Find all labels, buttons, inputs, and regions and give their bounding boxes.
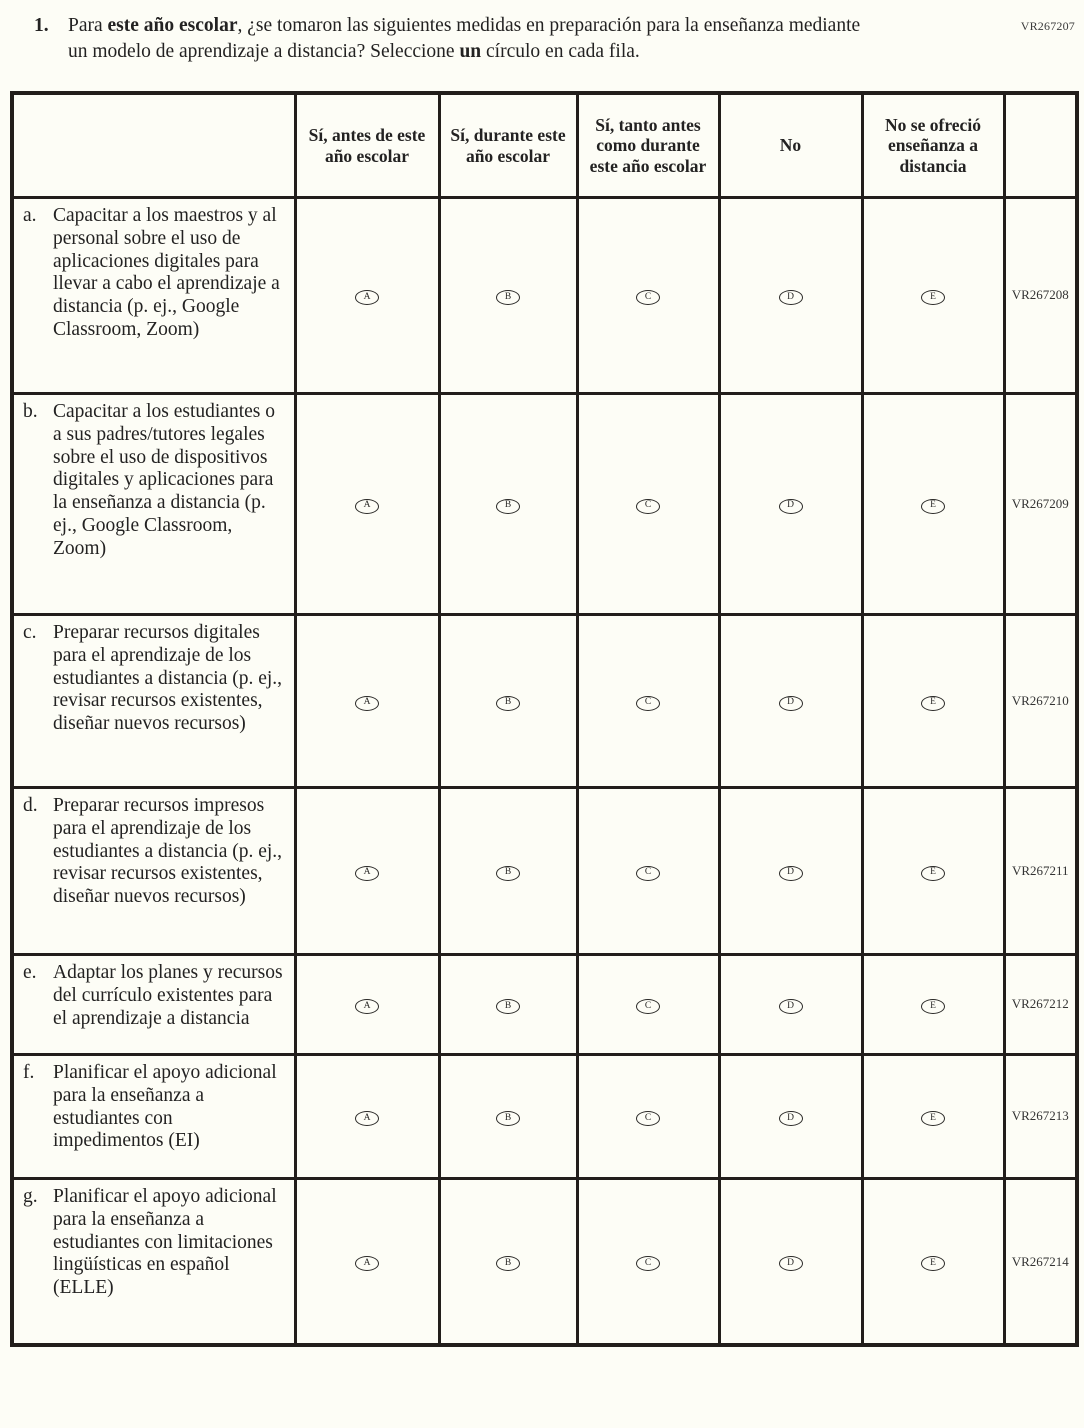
option-bubble-B[interactable]: B — [496, 1111, 520, 1126]
option-cell-A — [295, 197, 439, 393]
header-no: No — [719, 93, 862, 197]
option-cell-A — [295, 787, 439, 954]
option-bubble-D[interactable]: D — [779, 866, 803, 881]
question-bold-text: un — [459, 40, 482, 62]
row-code: VR267211 — [1004, 787, 1077, 954]
question-text — [68, 13, 868, 64]
item-cell — [12, 614, 295, 787]
option-bubble-A[interactable]: A — [355, 866, 379, 881]
response-grid — [10, 91, 1079, 1347]
option-bubble-E[interactable]: E — [921, 696, 945, 711]
header-code-blank — [1004, 93, 1077, 197]
item-text: Capacitar a los estudiantes o a sus padres/tutores legales sobre el uso de dispositivos digitales y aplicaciones para la enseñanza a distancia (p. ej., Google Classroom, Zoom) — [53, 400, 276, 559]
item-row-d — [12, 787, 1077, 954]
item-cell — [12, 197, 295, 393]
option-cell-E — [862, 954, 1004, 1054]
option-bubble-D[interactable]: D — [779, 499, 803, 514]
option-cell-B — [439, 393, 577, 614]
header-si-tanto: Sí, tanto antes como durante este año escolar — [577, 93, 719, 197]
option-bubble-B[interactable]: B — [496, 866, 520, 881]
option-cell-E — [862, 197, 1004, 393]
grid-header — [12, 93, 1077, 197]
option-cell-B — [439, 1178, 577, 1345]
question-plain-text: , ¿se tomaron las siguientes medidas en preparación para la enseñanza mediante un modelo de aprendizaje a distancia? Seleccione — [68, 15, 861, 62]
option-cell-D — [719, 954, 862, 1054]
option-bubble-C[interactable]: C — [636, 290, 660, 305]
header-no-ofrecio: No se ofreció enseñanza a distancia — [862, 93, 1004, 197]
option-cell-B — [439, 614, 577, 787]
row-code: VR267208 — [1004, 197, 1077, 393]
option-cell-C — [577, 1178, 719, 1345]
option-bubble-C[interactable]: C — [636, 1256, 660, 1271]
item-letter-label: d. — [23, 794, 38, 816]
item-letter-label: e. — [23, 961, 37, 983]
item-text: Capacitar a los maestros y al personal sobre el uso de aplicaciones digitales para llevar a cabo el aprendizaje a distancia (p. ej., Google Classroom, Zoom) — [53, 204, 280, 341]
option-cell-A — [295, 1178, 439, 1345]
question-number: 1. — [34, 15, 49, 36]
option-bubble-E[interactable]: E — [921, 499, 945, 514]
row-code: VR267210 — [1004, 614, 1077, 787]
option-cell-A — [295, 1054, 439, 1178]
item-cell — [12, 787, 295, 954]
option-cell-E — [862, 393, 1004, 614]
item-cell — [12, 1054, 295, 1178]
question-bold-text: este año escolar — [107, 15, 238, 36]
option-cell-D — [719, 393, 862, 614]
header-item-blank — [12, 93, 295, 197]
question — [34, 13, 1084, 64]
item-cell — [12, 393, 295, 614]
option-cell-A — [295, 393, 439, 614]
row-code: VR267214 — [1004, 1178, 1077, 1345]
item-letter-label: f. — [23, 1061, 35, 1083]
option-cell-C — [577, 197, 719, 393]
option-cell-C — [577, 393, 719, 614]
option-cell-D — [719, 787, 862, 954]
option-bubble-D[interactable]: D — [779, 696, 803, 711]
option-bubble-A[interactable]: A — [355, 999, 379, 1014]
question-plain-text: círculo en cada fila. — [481, 40, 640, 62]
option-bubble-A[interactable]: A — [355, 1256, 379, 1271]
item-letter-label: b. — [23, 400, 38, 422]
option-cell-B — [439, 954, 577, 1054]
option-cell-C — [577, 954, 719, 1054]
option-cell-A — [295, 614, 439, 787]
item-row-a — [12, 197, 1077, 393]
option-cell-C — [577, 614, 719, 787]
question-plain-text: Para — [68, 15, 108, 36]
item-text: Planificar el apoyo adicional para la enseñanza a estudiantes con impedimentos (EI) — [53, 1061, 277, 1152]
items-tbody — [12, 197, 1077, 1345]
option-cell-E — [862, 1054, 1004, 1178]
option-cell-D — [719, 1054, 862, 1178]
item-letter-label: a. — [23, 204, 37, 226]
row-code: VR267213 — [1004, 1054, 1077, 1178]
option-bubble-B[interactable]: B — [496, 696, 520, 711]
option-bubble-C[interactable]: C — [636, 866, 660, 881]
option-bubble-C[interactable]: C — [636, 999, 660, 1014]
option-bubble-A[interactable]: A — [355, 499, 379, 514]
option-bubble-C[interactable]: C — [636, 696, 660, 711]
option-cell-D — [719, 197, 862, 393]
option-bubble-D[interactable]: D — [779, 1256, 803, 1271]
item-row-c — [12, 614, 1077, 787]
option-bubble-E[interactable]: E — [921, 866, 945, 881]
header-si-antes: Sí, antes de este año escolar — [295, 93, 439, 197]
item-letter-label: c. — [23, 621, 37, 643]
option-cell-B — [439, 1054, 577, 1178]
item-text: Planificar el apoyo adicional para la enseñanza a estudiantes con limitaciones lingüísticas en español (ELLE) — [53, 1185, 277, 1299]
item-cell — [12, 1178, 295, 1345]
option-cell-E — [862, 1178, 1004, 1345]
option-cell-C — [577, 1054, 719, 1178]
page-code: VR267207 — [1020, 19, 1075, 33]
item-text: Adaptar los planes y recursos del currículo existentes para el aprendizaje a distancia — [53, 961, 283, 1029]
item-text: Preparar recursos impresos para el aprendizaje de los estudiantes a distancia (p. ej., revisar recursos existentes, diseñar nuevos recursos) — [53, 794, 283, 908]
item-cell — [12, 954, 295, 1054]
option-bubble-B[interactable]: B — [496, 499, 520, 514]
option-cell-E — [862, 787, 1004, 954]
option-bubble-B[interactable]: B — [496, 290, 520, 305]
option-bubble-E[interactable]: E — [921, 290, 945, 305]
item-row-b — [12, 393, 1077, 614]
option-bubble-A[interactable]: A — [355, 290, 379, 305]
row-code: VR267209 — [1004, 393, 1077, 614]
item-letter-label: g. — [23, 1185, 38, 1207]
item-row-e — [12, 954, 1077, 1054]
option-cell-B — [439, 197, 577, 393]
option-bubble-B[interactable]: B — [496, 1256, 520, 1271]
row-code: VR267212 — [1004, 954, 1077, 1054]
option-bubble-D[interactable]: D — [779, 290, 803, 305]
option-cell-D — [719, 1178, 862, 1345]
option-cell-D — [719, 614, 862, 787]
option-bubble-E[interactable]: E — [921, 1256, 945, 1271]
option-bubble-C[interactable]: C — [636, 499, 660, 514]
option-bubble-E[interactable]: E — [921, 999, 945, 1014]
option-bubble-D[interactable]: D — [779, 1111, 803, 1126]
option-bubble-C[interactable]: C — [636, 1111, 660, 1126]
item-row-g — [12, 1178, 1077, 1345]
option-bubble-A[interactable]: A — [355, 1111, 379, 1126]
option-bubble-B[interactable]: B — [496, 999, 520, 1014]
option-cell-B — [439, 787, 577, 954]
option-bubble-E[interactable]: E — [921, 1111, 945, 1126]
option-cell-E — [862, 614, 1004, 787]
item-row-f — [12, 1054, 1077, 1178]
item-text: Preparar recursos digitales para el aprendizaje de los estudiantes a distancia (p. ej., revisar recursos existentes, diseñar nuevos recursos) — [53, 621, 283, 735]
option-cell-C — [577, 787, 719, 954]
option-cell-A — [295, 954, 439, 1054]
header-si-durante: Sí, durante este año escolar — [439, 93, 577, 197]
option-bubble-D[interactable]: D — [779, 999, 803, 1014]
option-bubble-A[interactable]: A — [355, 696, 379, 711]
